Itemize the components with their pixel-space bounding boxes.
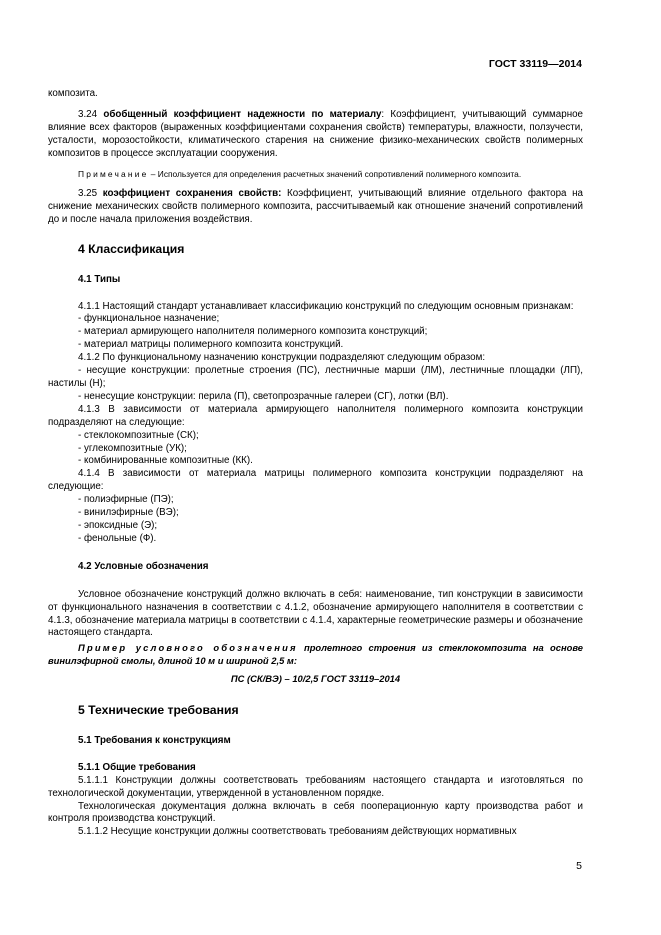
section-heading-4: 4 Классификация [78, 241, 185, 256]
paragraph-4-1-3: 4.1.3 В зависимости от материала армирующего наполнителя полимерного композита конструкции подразделяют на следующие: [48, 403, 583, 428]
paragraph-4-1-4: 4.1.4 В зависимости от материала матрицы полимерного композита конструкции подразделяют на следующие: [48, 468, 583, 493]
list-item: - фенольные (Ф). [78, 532, 157, 544]
example-text: пролетного строения из стеклокомпозита на основе винилэфирной смолы, длиной 10 м и шириной 2,5 м: [48, 642, 583, 667]
list-item: - ненесущие конструкции: перила (П), светопрозрачные галереи (СГ), лотки (ВЛ). [78, 390, 449, 402]
paragraph-4-2: Условное обозначение конструкций должно включать в себя: наименование, тип конструкции в зависимости от функционального назначения в соответствии с 4.1.2, обозначение армирующего наполнителя в соответствии с 4.1.3, обозначение материала матрицы в соответствии с 4.1.4, характерные геометрические размеры и обозначение настоящего стандарта. [48, 588, 583, 639]
list-item: - винилэфирные (ВЭ); [78, 507, 179, 519]
list-item: - эпоксидные (Э); [78, 519, 158, 531]
list-item: - полиэфирные (ПЭ); [78, 494, 174, 506]
paragraph-5-1-1-1: 5.1.1.1 Конструкции должны соответствовать требованиям настоящего стандарта и изготовляться по технологической документации, утвержденной в установленном порядке. [48, 774, 583, 799]
list-item: - комбинированные композитные (КК). [78, 455, 253, 467]
paragraph-4-1-1: 4.1.1 Настоящий стандарт устанавливает классификацию конструкций по следующим основным признакам: [78, 300, 574, 312]
subsection-heading-4-2: 4.2 Условные обозначения [78, 560, 209, 572]
list-item: - углекомпозитные (УК); [78, 442, 187, 454]
term: обобщенный коэффициент надежности по материалу [103, 108, 382, 120]
paragraph-5-1-1-2: 5.1.1.2 Несущие конструкции должны соответствовать требованиям действующих нормативных [78, 826, 517, 838]
note [48, 169, 583, 181]
clause-number: 3.25 [78, 188, 103, 200]
subsection-heading-5-1: 5.1 Требования к конструкциям [78, 734, 231, 746]
definition-3-25 [48, 188, 583, 227]
section-heading-5: 5 Технические требования [78, 703, 239, 718]
list-item: - стеклокомпозитные (СК); [78, 429, 199, 441]
page-header: ГОСТ 33119—2014 [488, 58, 582, 70]
paragraph-4-1-2: 4.1.2 По функциональному назначению конструкции подразделяют следующим образом: [78, 352, 486, 364]
subsection-heading-4-1: 4.1 Типы [78, 273, 121, 285]
list-item: - материал матрицы полимерного композита конструкций. [78, 339, 344, 351]
list-item: - материал армирующего наполнителя полимерного композита конструкций; [78, 326, 428, 338]
clause-number: 3.24 [78, 108, 104, 120]
list-item: - функциональное назначение; [78, 313, 220, 325]
paragraph-5-1-1-1-continued: Технологическая документация должна включать в себя пооперационную карту производства работ и контроля производства конструкций. [48, 800, 583, 825]
page-number: 5 [576, 860, 582, 872]
example [48, 642, 583, 668]
definition-text: : Коэффициент, учитывающий суммарное влияние всех факторов (выраженных коэффициентами сохранения свойств) температуры, влажности, ползучести, усталости, морозостойкости, климатического старения на снижение физико-механических свойств полимерных композитов в процессе эксплуатации сооружения. [48, 108, 584, 159]
page-content [48, 88, 583, 839]
list-item: - несущие конструкции: пролетные строения (ПС), лестничные марши (ЛМ), лестничные площадки (ЛП), настилы (Н); [48, 365, 583, 389]
definition-3-24 [48, 109, 583, 161]
term: коэффициент сохранения свойств: [102, 188, 282, 200]
note-label: Примечание [78, 168, 149, 179]
paragraph-continuation: композита. [48, 88, 98, 99]
example-designation: ПС (СК/ВЭ) – 10/2,5 ГОСТ 33119–2014 [230, 673, 401, 685]
note-text: – Используется для определения расчетных значений сопротивлений полимерного композита. [148, 168, 522, 179]
subsection-heading-5-1-1: 5.1.1 Общие требования [78, 761, 196, 773]
example-label: Пример условного обозначения [78, 642, 298, 654]
definition-text: Коэффициент, учитывающий влияние отдельного фактора на снижение механических свойств полимерного композита, рассчитываемый как отношение значений сопротивлений до и после начала приложения воздействия. [48, 188, 583, 225]
